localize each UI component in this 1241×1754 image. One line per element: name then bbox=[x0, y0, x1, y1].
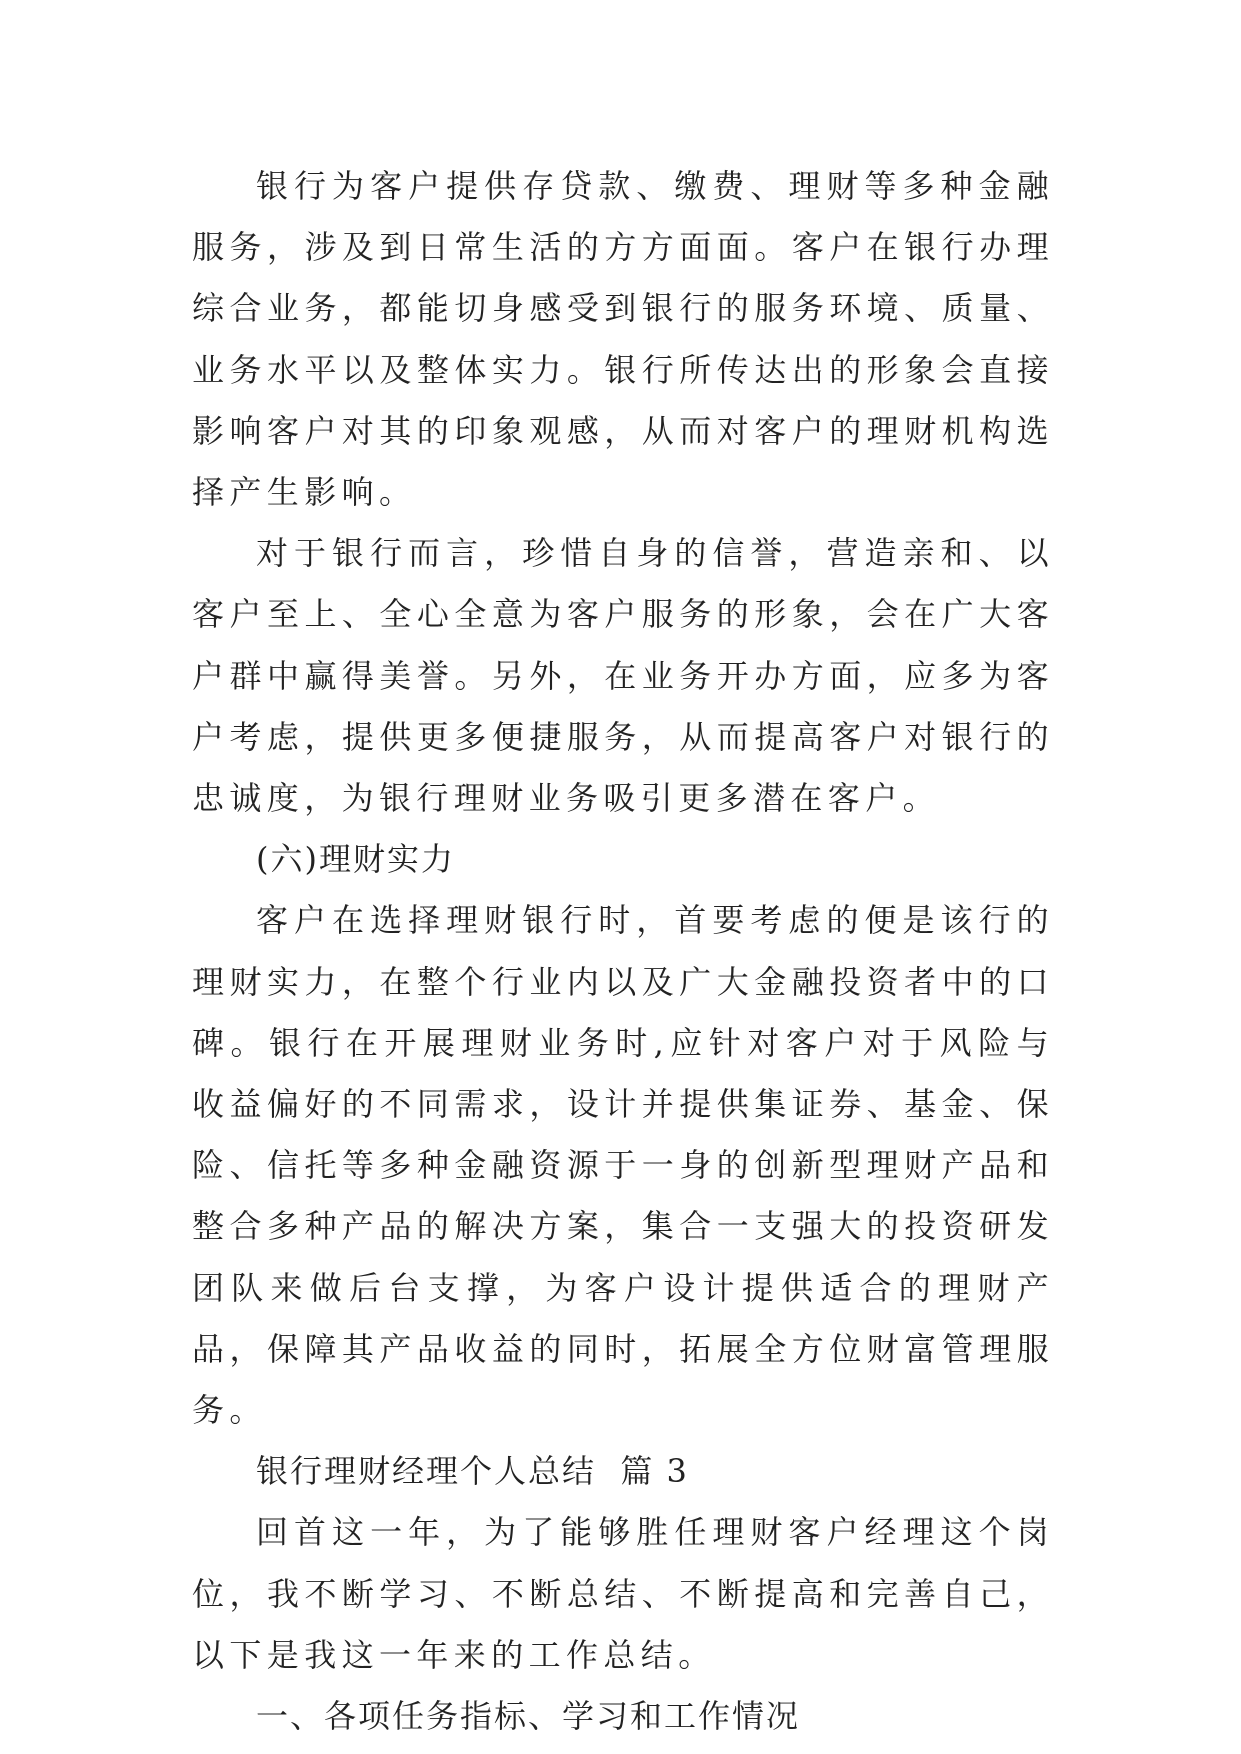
document-body bbox=[192, 156, 1054, 1747]
paragraph-financial-strength: 客户在选择理财银行时，首要考虑的便是该行的理财实力，在整个行业内以及广大金融投资者中的口碑。银行在开展理财业务时,应针对客户对于风险与收益偏好的不同需求，设计并提供集证券、基金、保险、信托等多种金融资源于一身的创新型理财产品和整合多种产品的解决方案，集合一支强大的投资研发团队来做后台支撑，为客户设计提供适合的理财产品，保障其产品收益的同时，拓展全方位财富管理服务。 bbox=[192, 901, 1054, 1430]
paragraph-bank-image: 银行为客户提供存贷款、缴费、理财等多种金融服务，涉及到日常生活的方方面面。客户在银行办理综合业务，都能切身感受到银行的服务环境、质量、业务水平以及整体实力。银行所传达出的形象会直接影响客户对其的印象观感，从而对客户的理财机构选择产生影响。 bbox=[192, 167, 1054, 512]
paragraph-bank-reputation: 对于银行而言，珍惜自身的信誉，营造亲和、以客户至上、全心全意为客户服务的形象，会在广大客户群中赢得美誉。另外，在业务开办方面，应多为客户考虑，提供更多便捷服务，从而提高客户对银行的忠诚度，为银行理财业务吸引更多潜在客户。 bbox=[192, 534, 1054, 818]
paragraph-year-review: 回首这一年，为了能够胜任理财客户经理这个岗位，我不断学习、不断总结、不断提高和完善自己，以下是我这一年来的工作总结。 bbox=[192, 1513, 1054, 1674]
article-title-part-3: 银行理财经理个人总结 篇 3 bbox=[256, 1452, 689, 1491]
section-heading-tasks: 一、各项任务指标、学习和工作情况 bbox=[256, 1697, 801, 1736]
section-heading-financial-strength: (六)理财实力 bbox=[256, 840, 455, 879]
